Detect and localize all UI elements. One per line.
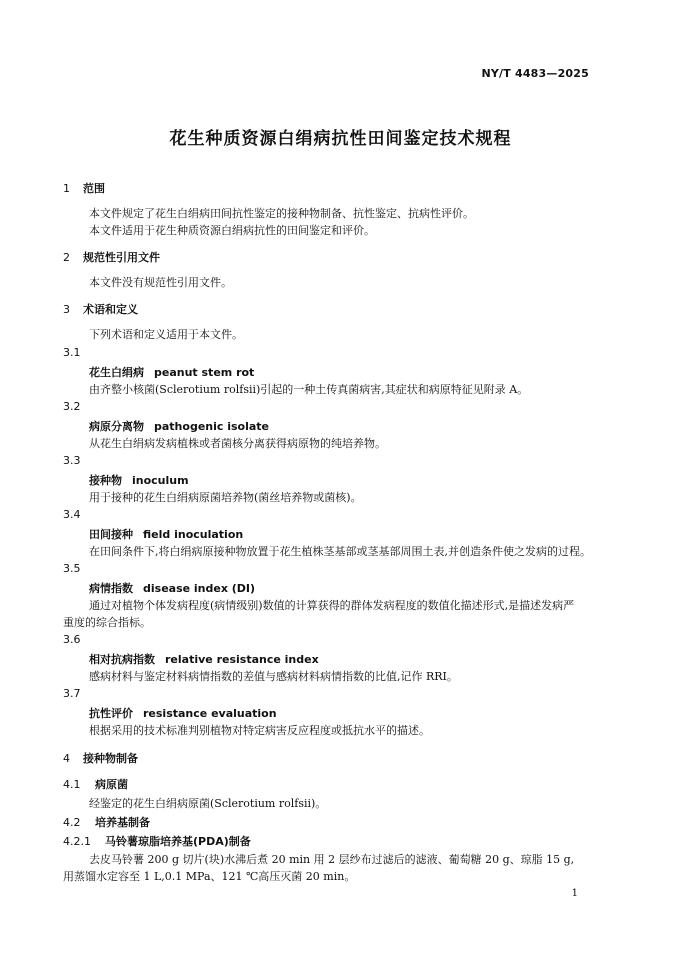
term-heading [89, 651, 319, 667]
term-heading [89, 472, 189, 488]
section-4-heading [63, 750, 138, 766]
subsection-4-2-heading [63, 814, 150, 830]
term-definition: 感病材料与鉴定材料病情指数的差值与感病材料病情指数的比值,记作 RRI。 [89, 670, 458, 683]
term-chinese: 抗性评价 [89, 707, 133, 720]
term-heading [89, 364, 254, 380]
term-english: pathogenic isolate [154, 420, 270, 433]
subsection-title: 马铃薯琼脂培养基(PDA)制备 [105, 835, 251, 848]
section-number: 2 [63, 251, 70, 264]
term-heading [89, 418, 269, 434]
term-definition: 从花生白绢病发病植株或者菌核分离获得病原物的纯培养物。 [89, 437, 386, 450]
term-chinese: 病情指数 [89, 582, 133, 595]
term-chinese: 相对抗病指数 [89, 653, 155, 666]
term-english: peanut stem rot [154, 366, 255, 379]
section-number: 4 [63, 752, 70, 765]
term-heading [89, 580, 255, 596]
section-2-paragraph-1: 本文件没有规范性引用文件。 [89, 276, 232, 289]
term-english: resistance evaluation [143, 707, 277, 720]
section-3-paragraph-1: 下列术语和定义适用于本文件。 [89, 328, 243, 341]
term-definition: 用于接种的花生白绢病原菌培养物(菌丝培养物或菌核)。 [89, 491, 362, 504]
subsection-title: 病原菌 [95, 778, 128, 791]
section-title: 术语和定义 [83, 303, 138, 316]
term-definition: 由齐整小核菌(Sclerotium rolfsii)引起的一种土传真菌病害,其症状和病原特征见附录 A。 [89, 383, 529, 396]
subsection-4-2-1-paragraph: 去皮马铃薯 200 g 切片(块)水沸后煮 20 min 用 2 层纱布过滤后的滤液、葡萄糖 20 g、琼脂 15 g,用蒸馏水定容至 1 L,0.1 MPa、121 ℃高压灭菌 20 min。 [63, 853, 575, 883]
term-number: 3.6 [63, 633, 81, 646]
term-heading [89, 705, 277, 721]
document-title: 花生种质资源白绢病抗性田间鉴定技术规程 [169, 129, 512, 149]
section-title: 范围 [83, 182, 105, 195]
term-number: 3.3 [63, 454, 81, 467]
subsection-number: 4.1 [63, 778, 81, 791]
section-1-heading [63, 180, 105, 196]
section-1-paragraph-2: 本文件适用于花生种质资源白绢病抗性的田间鉴定和评价。 [89, 224, 375, 237]
term-number: 3.2 [63, 400, 81, 413]
term-heading [89, 526, 243, 542]
term-number: 3.7 [63, 687, 81, 700]
subsection-number: 4.2.1 [63, 835, 91, 848]
section-title: 规范性引用文件 [83, 251, 160, 264]
section-number: 3 [63, 303, 70, 316]
section-2-heading [63, 249, 160, 265]
term-chinese: 病原分离物 [89, 420, 144, 433]
term-number: 3.1 [63, 346, 81, 359]
term-definition: 根据采用的技术标准判别植物对特定病害反应程度或抵抗水平的描述。 [89, 724, 430, 737]
term-chinese: 花生白绢病 [89, 366, 144, 379]
subsection-4-1-heading [63, 776, 128, 792]
term-english: field inoculation [143, 528, 244, 541]
section-title: 接种物制备 [83, 752, 138, 765]
term-number: 3.5 [63, 562, 81, 575]
section-3-heading [63, 301, 138, 317]
page-number: 1 [571, 888, 578, 899]
subsection-number: 4.2 [63, 816, 81, 829]
term-english: relative resistance index [165, 653, 319, 666]
section-1-paragraph-1: 本文件规定了花生白绢病田间抗性鉴定的接种物制备、抗性鉴定、抗病性评价。 [89, 207, 474, 220]
term-chinese: 接种物 [89, 474, 122, 487]
subsection-4-2-1-heading [63, 833, 251, 849]
term-definition: 在田间条件下,将白绢病原接种物放置于花生植株茎基部或茎基部周围土表,并创造条件使之发病的过程。 [89, 545, 591, 558]
term-number: 3.4 [63, 508, 81, 521]
term-english: disease index (DI) [143, 582, 256, 595]
section-number: 1 [63, 182, 70, 195]
term-definition: 通过对植物个体发病程度(病情级别)数值的计算获得的群体发病程度的数值化描述形式,是描述发病严重度的综合指标。 [63, 599, 575, 629]
standard-code: NY/T 4483—2025 [481, 67, 589, 80]
term-english: inoculum [132, 474, 189, 487]
subsection-4-1-paragraph: 经鉴定的花生白绢病原菌(Sclerotium rolfsii)。 [89, 797, 327, 810]
term-chinese: 田间接种 [89, 528, 133, 541]
subsection-title: 培养基制备 [95, 816, 150, 829]
